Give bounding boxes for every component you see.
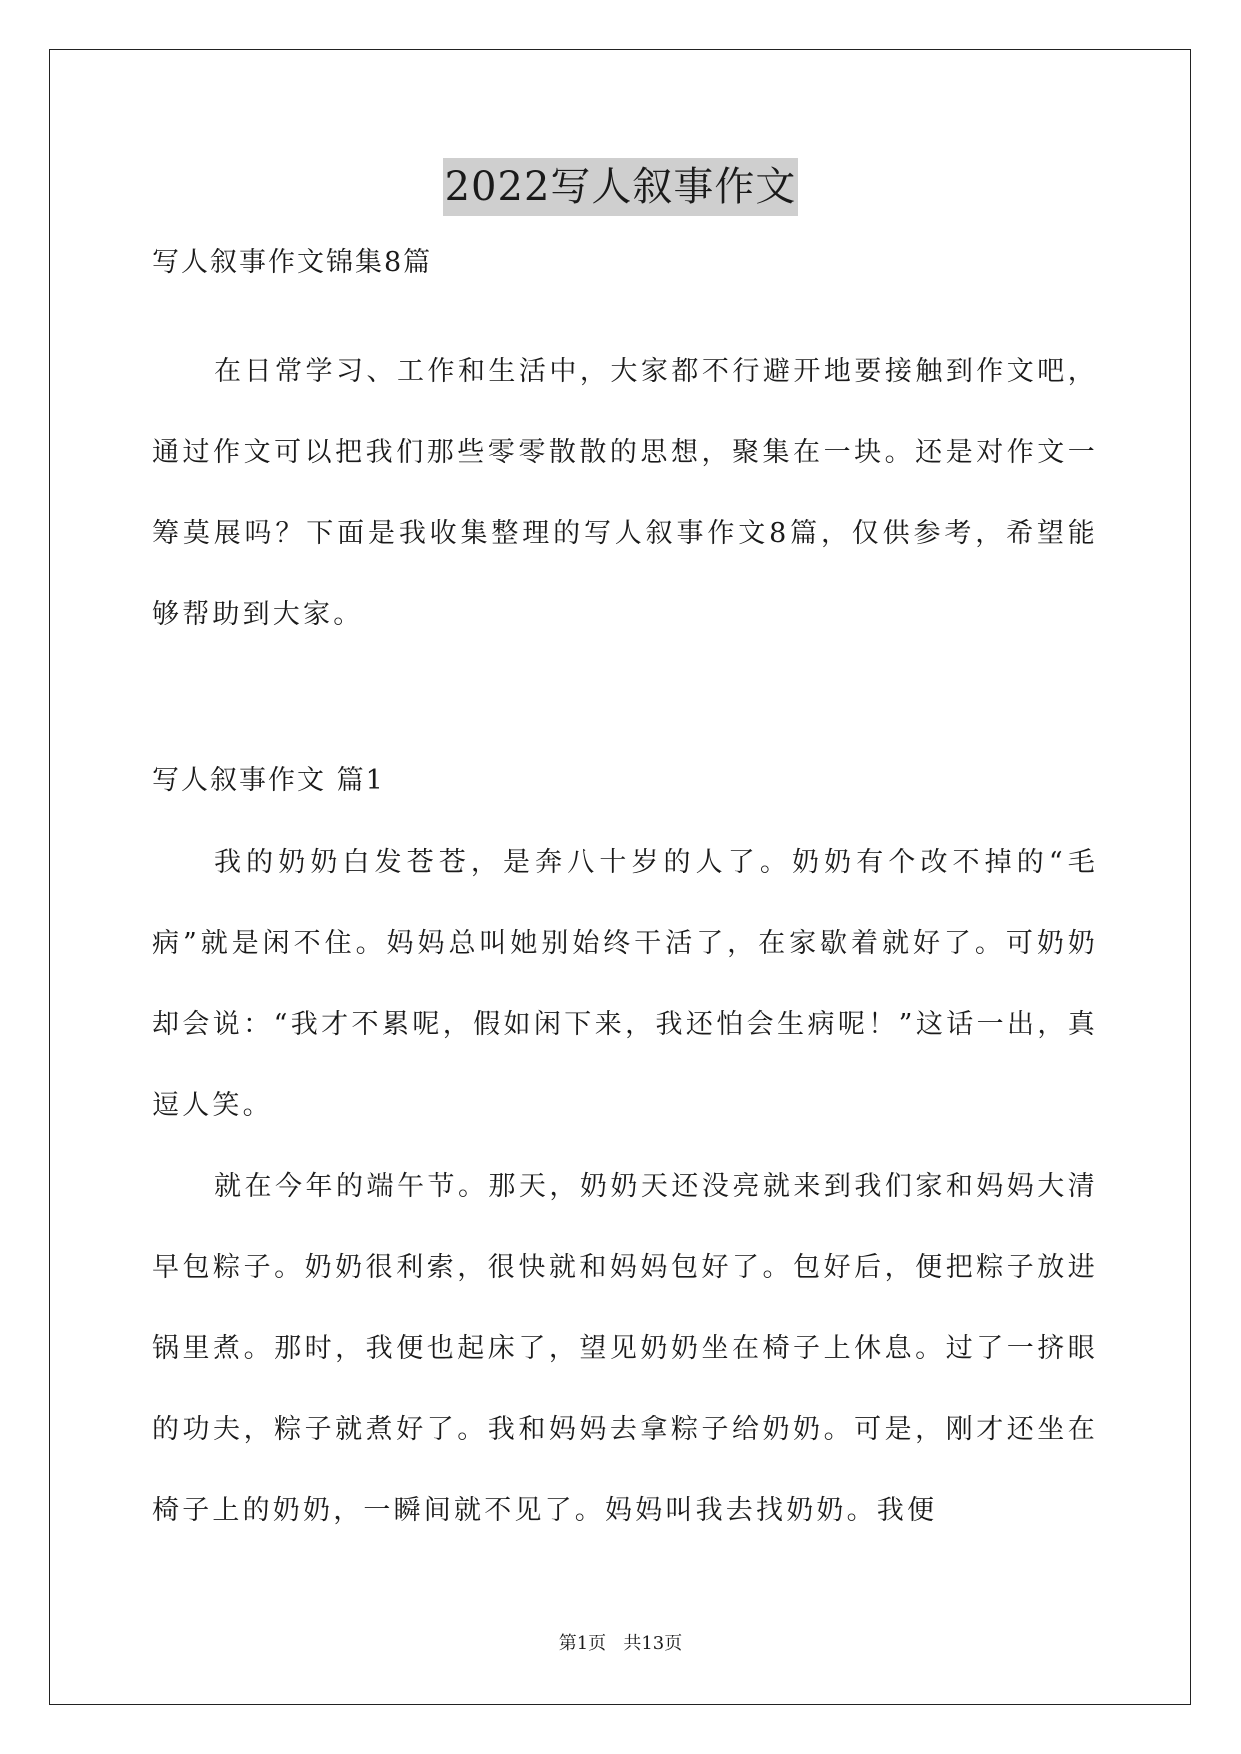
body-paragraph: 我的奶奶白发苍苍，是奔八十岁的人了。奶奶有个改不掉的“毛病”就是闲不住。妈妈总叫她别始终干活了，在家歇着就好了。可奶奶却会说：“我才不累呢，假如闲下来，我还怕会生病呢！”这话一出，真逗人笑。	[152, 847, 1098, 1121]
section-heading: 写人叙事作文 篇1	[152, 765, 385, 796]
page-footer: 第1页 共13页	[558, 1633, 683, 1654]
document-subtitle: 写人叙事作文锦集8篇	[152, 247, 433, 278]
title-container	[0, 158, 1241, 216]
intro-paragraph: 在日常学习、工作和生活中，大家都不行避开地要接触到作文吧，通过作文可以把我们那些零零散散的思想，聚集在一块。还是对作文一筹莫展吗？下面是我收集整理的写人叙事作文8篇，仅供参考，希望能够帮助到大家。	[152, 356, 1098, 630]
body-paragraph: 就在今年的端午节。那天，奶奶天还没亮就来到我们家和妈妈大清早包粽子。奶奶很利索，很快就和妈妈包好了。包好后，便把粽子放进锅里煮。那时，我便也起床了，望见奶奶坐在椅子上休息。过了一挤眼的功夫，粽子就煮好了。我和妈妈去拿粽子给奶奶。可是，刚才还坐在椅子上的奶奶，一瞬间就不见了。妈妈叫我去找奶奶。我便	[152, 1171, 1098, 1526]
document-title: 2022写人叙事作文	[443, 158, 799, 216]
